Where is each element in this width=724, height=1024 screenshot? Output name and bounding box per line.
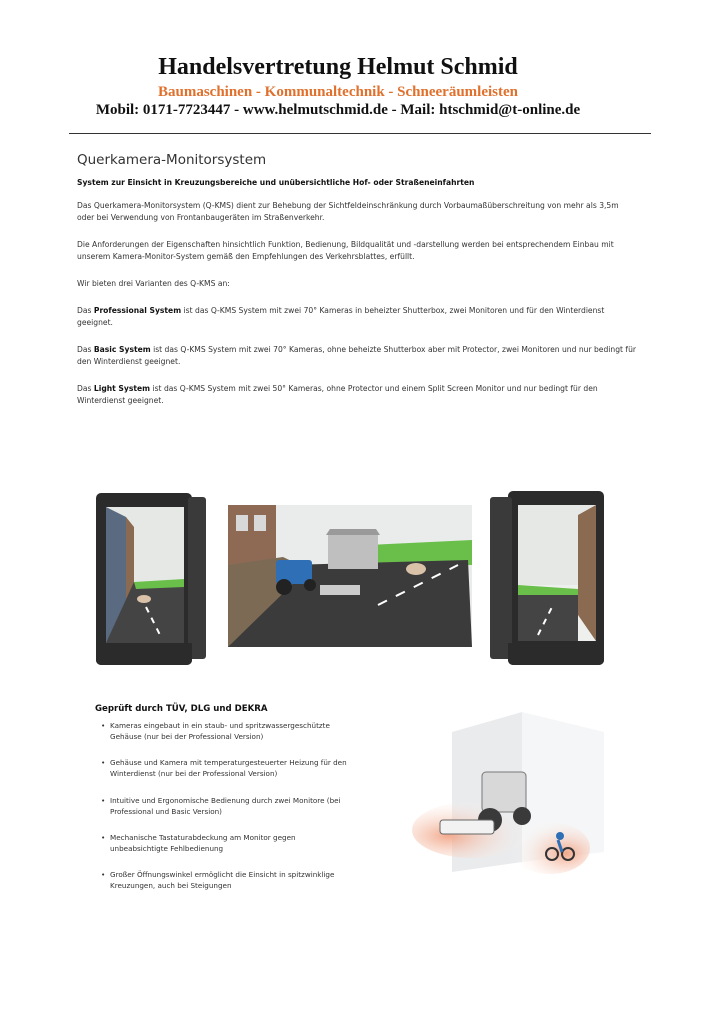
paragraph-intro: Das Querkamera-Monitorsystem (Q-KMS) dient zur Behebung der Sichtfeldeinschränkung durch Vorbaumaßüberschreitung von mehr als 3,5m oder bei Verwendung von Frontanbaugeräten im Straßenverkehr. <box>77 201 619 222</box>
feature-item <box>101 832 350 854</box>
monitor-right-screen <box>518 505 596 641</box>
paragraph-requirements: Die Anforderungen der Eigenschaften hinsichtlich Funktion, Bedienung, Bildqualität und -darstellung werden bei entsprechendem Einbau mit unserem Kamera-Monitor-System gemäß den Empfehlungen des Verkehrsblattes, erfüllt. <box>77 240 614 261</box>
intersection-scene-image <box>228 505 472 647</box>
monitor-left-bottom-bezel <box>96 643 192 665</box>
monitor-right-bottom-bezel <box>508 643 604 665</box>
bullet-icon: • <box>101 721 106 730</box>
text-fragment: ist das Q-KMS System mit zwei 50° Kameras, ohne Protector und einem Split Screen Monitor und nur bedingt für den Winterdienst geeignet. <box>77 384 598 405</box>
monitor-left-image <box>96 493 208 665</box>
paragraph-basic <box>77 344 637 368</box>
field-of-view-scene <box>372 712 604 892</box>
monitor-left-side-panel <box>188 497 206 659</box>
text-fragment: ist das Q-KMS System mit zwei 70° Kameras, ohne beheizte Shutterbox aber mit Protector, zwei Monitoren und nur bedingt für den Winterdienst geeignet. <box>77 345 637 366</box>
feature-item <box>101 757 350 779</box>
monitor-left-scene <box>106 507 184 643</box>
paragraph-light <box>77 383 637 407</box>
bullet-icon: • <box>101 870 106 879</box>
article-lead: System zur Einsicht in Kreuzungsbereiche und unübersichtliche Hof- oder Straßeneinfahrten <box>77 178 475 187</box>
company-tagline: Baumaschinen - Kommunaltechnik - Schneeräumleisten <box>157 84 518 100</box>
company-name: Handelsvertretung Helmut Schmid <box>158 54 518 80</box>
feature-text: Mechanische Tastaturabdeckung am Monitor gegen unbeabsichtigte Fehlbedienung <box>110 833 296 853</box>
feature-text: Gehäuse und Kamera mit temperaturgesteuerter Heizung für den Winterdienst (nur bei der Professional Version) <box>110 758 347 778</box>
company-contact: Mobil: 0171-7723447 - www.helmutschmid.de - Mail: htschmid@t-online.de <box>95 102 581 118</box>
text-fragment: ist das Q-KMS System mit zwei 70° Kameras in beheizter Shutterbox, zwei Monitoren und für den Winterdienst geeignet. <box>77 306 605 327</box>
monitor-left-screen <box>106 507 184 643</box>
bullet-icon: • <box>101 796 106 805</box>
camera-field-of-view-illustration <box>372 712 604 892</box>
bullet-icon: • <box>101 758 106 767</box>
header-divider <box>69 133 651 134</box>
monitor-right-side-panel <box>490 497 512 659</box>
monitor-right-image <box>490 491 604 665</box>
feature-text: Großer Öffnungswinkel ermöglicht die Einsicht in spitzwinklige Kreuzungen, auch bei Steigungen <box>110 870 335 890</box>
text-fragment: Das <box>77 306 94 315</box>
feature-text: Kameras eingebaut in ein staub- und spritzwassergeschützte Gehäuse (nur bei der Professional Version) <box>110 721 330 741</box>
text-fragment: Das <box>77 345 94 354</box>
bullet-icon: • <box>101 833 106 842</box>
variant-name-professional: Professional System <box>93 306 182 315</box>
feature-item <box>101 795 350 817</box>
feature-text: Intuitive und Ergonomische Bedienung durch zwei Monitore (bei Professional und Basic Version) <box>110 796 341 816</box>
monitor-right-scene <box>518 505 596 641</box>
article-heading: Querkamera-Monitorsystem <box>77 152 267 168</box>
variant-name-basic: Basic System <box>93 345 151 354</box>
paragraph-variants: Wir bieten drei Varianten des Q-KMS an: <box>77 279 230 288</box>
feature-item <box>101 869 350 891</box>
paragraph-professional <box>77 305 637 329</box>
intersection-scene <box>228 505 472 647</box>
text-fragment: Das <box>77 384 94 393</box>
features-heading: Geprüft durch TÜV, DLG und DEKRA <box>95 704 268 714</box>
feature-item <box>101 720 350 742</box>
variant-name-light: Light System <box>93 384 151 393</box>
